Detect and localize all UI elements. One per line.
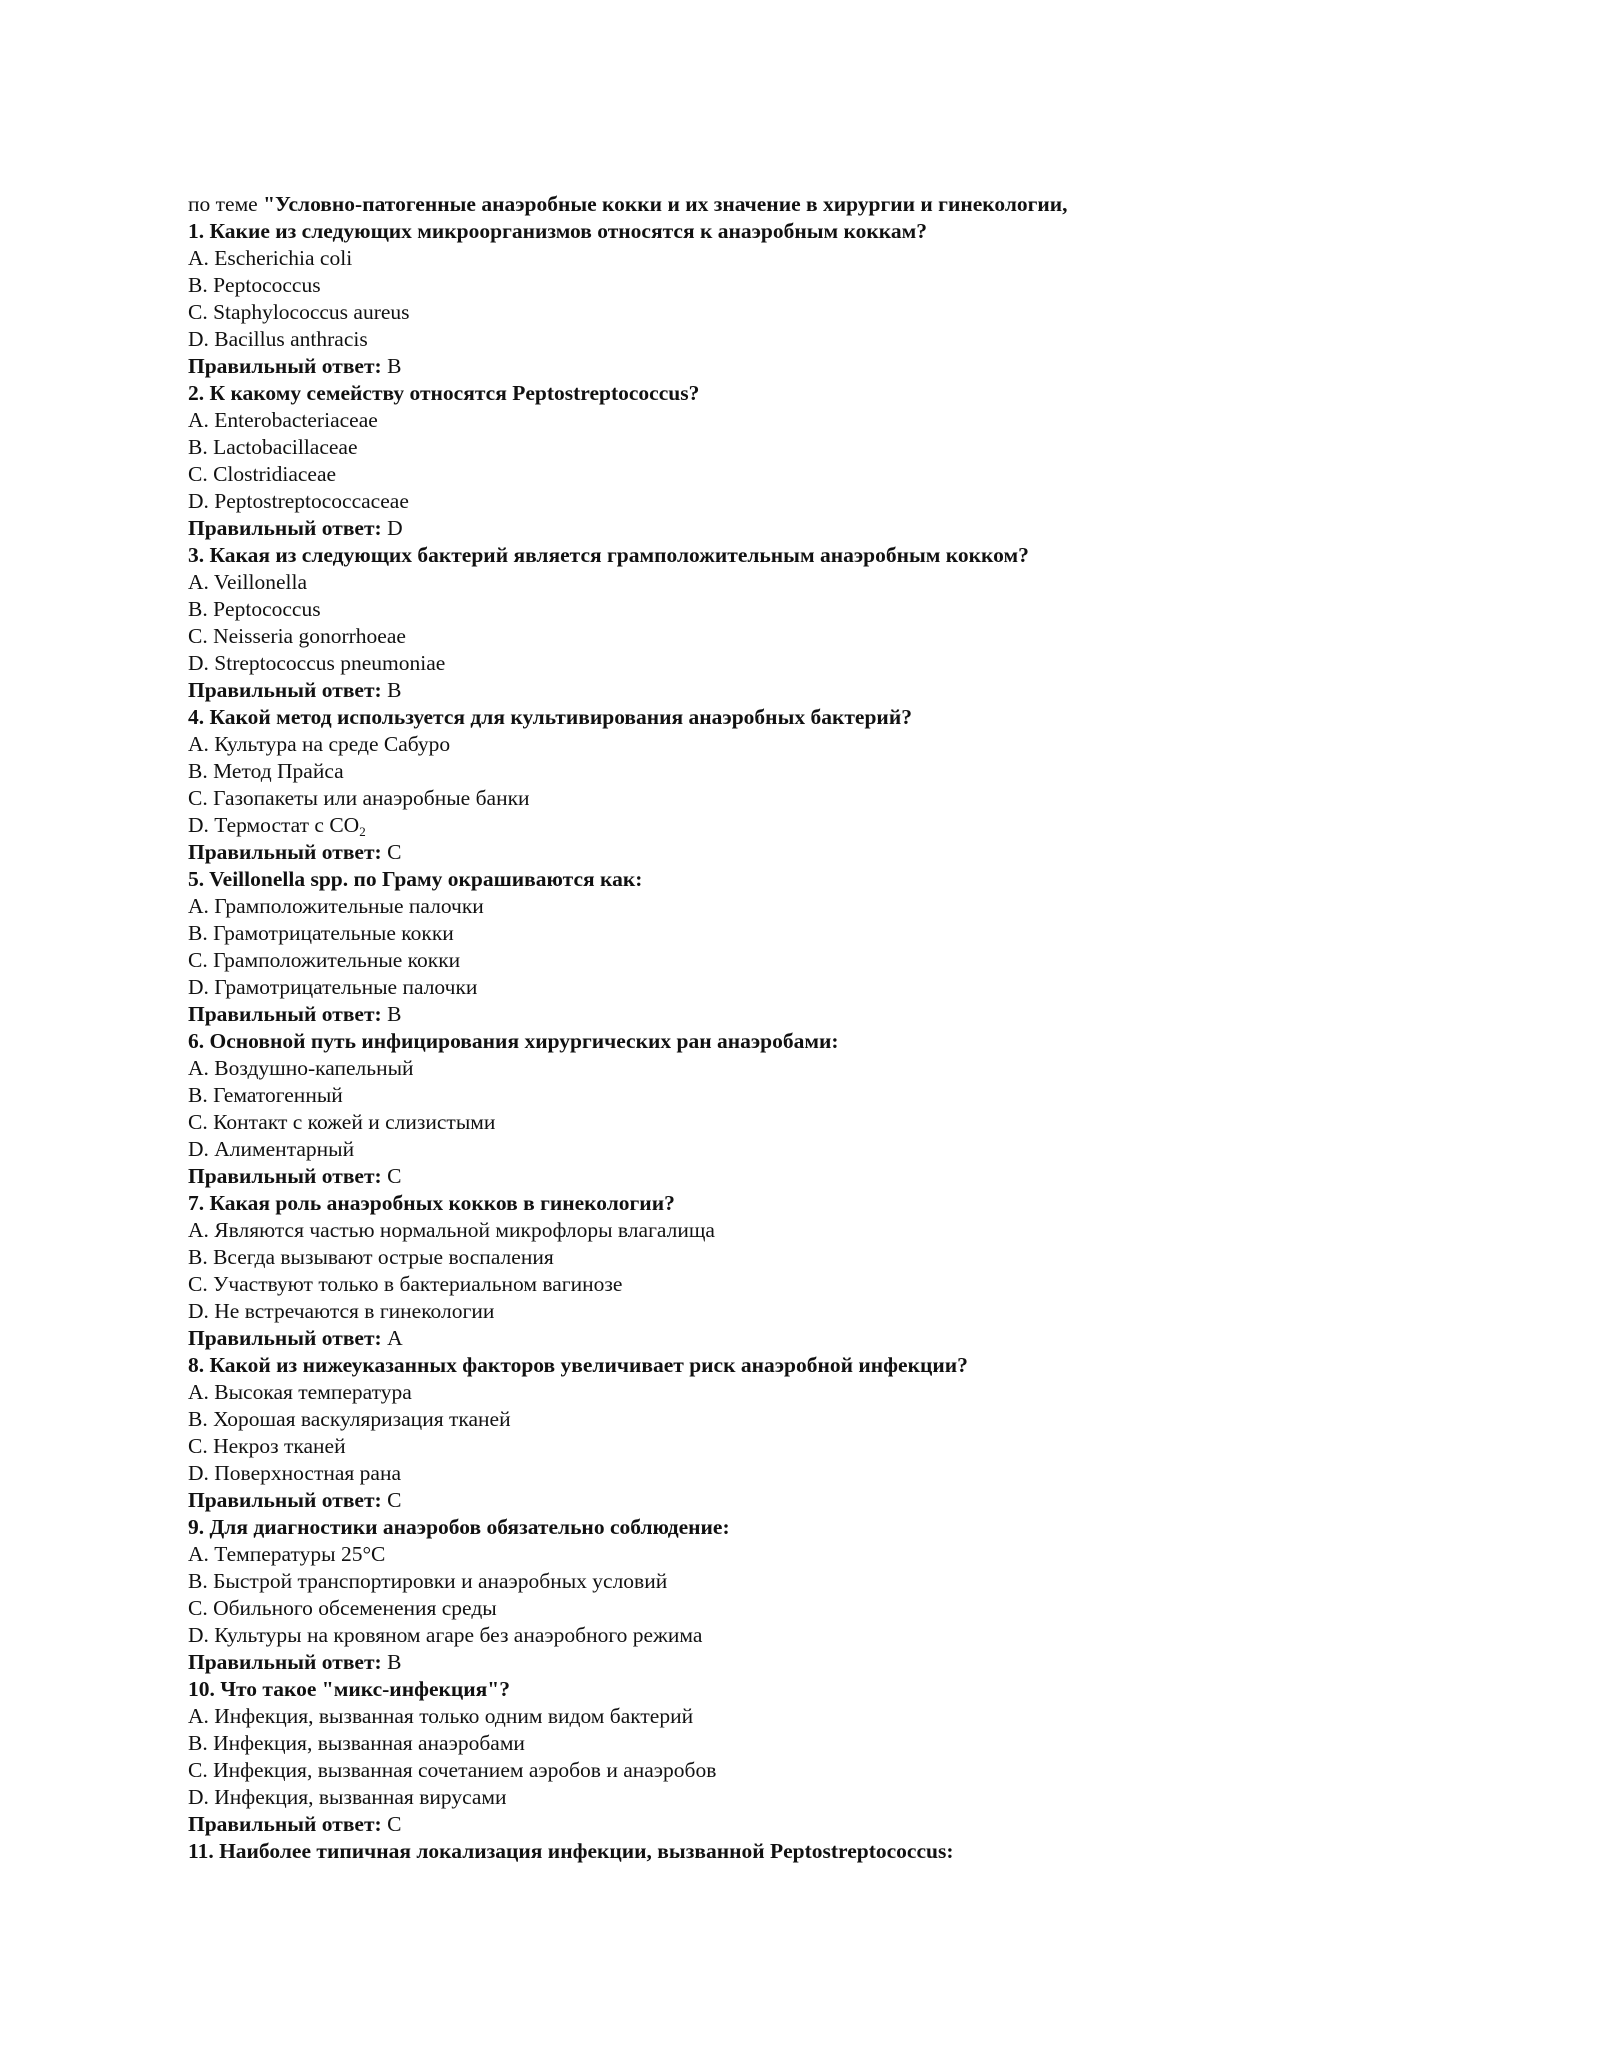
answer-value: A (381, 1326, 403, 1350)
q8-answer (188, 1487, 1488, 1514)
q9-option-b: B. Быстрой транспортировки и анаэробных условий (188, 1569, 668, 1593)
q6-option-a: A. Воздушно-капельный (188, 1056, 414, 1080)
answer-label: Правильный ответ: (188, 354, 382, 378)
answer-value: B (381, 678, 402, 702)
question-8: 8. Какой из нижеуказанных факторов увеличивает риск анаэробной инфекции? (188, 1353, 968, 1377)
q1-answer (188, 353, 1488, 380)
q8-option-a: A. Высокая температура (188, 1380, 412, 1404)
q2-option-c: C. Clostridiaceae (188, 462, 337, 486)
question-9: 9. Для диагностики анаэробов обязательно соблюдение: (188, 1515, 730, 1539)
q7-option-b: B. Всегда вызывают острые воспаления (188, 1245, 554, 1269)
q4-option-c: C. Газопакеты или анаэробные банки (188, 786, 530, 810)
q2-option-b: B. Lactobacillaceae (188, 435, 358, 459)
intro-line (188, 191, 1488, 218)
answer-label: Правильный ответ: (188, 840, 382, 864)
q8-option-b: B. Хорошая васкуляризация тканей (188, 1407, 511, 1431)
q4-answer (188, 839, 1488, 866)
intro-prefix: по теме (188, 192, 264, 216)
q2-option-a: A. Enterobacteriaceae (188, 408, 378, 432)
q1-option-b: B. Peptococcus (188, 273, 321, 297)
q3-option-b: B. Peptococcus (188, 597, 321, 621)
q5-option-c: C. Грамположительные кокки (188, 948, 461, 972)
q8-option-c: C. Некроз тканей (188, 1434, 346, 1458)
answer-value: B (381, 354, 402, 378)
q3-option-c: C. Neisseria gonorrhoeae (188, 624, 406, 648)
q4-option-d-subscript: 2 (359, 824, 366, 839)
question-10: 10. Что такое "микс-инфекция"? (188, 1677, 510, 1701)
question-6: 6. Основной путь инфицирования хирургических ран анаэробами: (188, 1029, 839, 1053)
question-5: 5. Veillonella spp. по Граму окрашиваются как: (188, 867, 643, 891)
q5-option-a: A. Грамположительные палочки (188, 894, 484, 918)
q1-option-a: A. Escherichia coli (188, 246, 353, 270)
q5-option-d: D. Грамотрицательные палочки (188, 975, 478, 999)
answer-label: Правильный ответ: (188, 1164, 382, 1188)
q8-option-d: D. Поверхностная рана (188, 1461, 402, 1485)
q2-answer (188, 515, 1488, 542)
answer-value: C (381, 1164, 402, 1188)
answer-label: Правильный ответ: (188, 1812, 382, 1836)
answer-label: Правильный ответ: (188, 678, 382, 702)
q3-option-d: D. Streptococcus pneumoniae (188, 651, 446, 675)
q7-option-d: D. Не встречаются в гинекологии (188, 1299, 495, 1323)
question-7: 7. Какая роль анаэробных кокков в гинекологии? (188, 1191, 675, 1215)
q10-option-a: A. Инфекция, вызванная только одним видом бактерий (188, 1704, 694, 1728)
q7-option-a: A. Являются частью нормальной микрофлоры влагалища (188, 1218, 715, 1242)
q6-option-c: C. Контакт с кожей и слизистыми (188, 1110, 496, 1134)
q4-option-b: B. Метод Прайса (188, 759, 344, 783)
answer-value: C (381, 1812, 402, 1836)
q2-option-d: D. Peptostreptococcaceae (188, 489, 409, 513)
q3-answer (188, 677, 1488, 704)
question-3: 3. Какая из следующих бактерий является грамположительным анаэробным кокком? (188, 543, 1029, 567)
question-11: 11. Наиболее типичная локализация инфекции, вызванной Peptostreptococcus: (188, 1839, 954, 1863)
q4-option-d (188, 812, 1488, 839)
q4-option-a: A. Культура на среде Сабуро (188, 732, 451, 756)
answer-label: Правильный ответ: (188, 516, 382, 540)
q4-option-d-text: D. Термостат с CO (188, 813, 360, 837)
answer-value: D (381, 516, 403, 540)
document-page (188, 191, 1488, 1865)
answer-value: C (381, 840, 402, 864)
answer-label: Правильный ответ: (188, 1326, 382, 1350)
q6-answer (188, 1163, 1488, 1190)
intro-topic: "Условно-патогенные анаэробные кокки и их значение в хирургии и гинекологии, (263, 192, 1068, 216)
q7-answer (188, 1325, 1488, 1352)
q9-answer (188, 1649, 1488, 1676)
q6-option-b: B. Гематогенный (188, 1083, 343, 1107)
q6-option-d: D. Алиментарный (188, 1137, 355, 1161)
q10-option-c: C. Инфекция, вызванная сочетанием аэробов и анаэробов (188, 1758, 717, 1782)
q5-option-b: B. Грамотрицательные кокки (188, 921, 454, 945)
q5-answer (188, 1001, 1488, 1028)
q3-option-a: A. Veillonella (188, 570, 308, 594)
q10-answer (188, 1811, 1488, 1838)
q1-option-d: D. Bacillus anthracis (188, 327, 368, 351)
answer-label: Правильный ответ: (188, 1002, 382, 1026)
q10-option-b: B. Инфекция, вызванная анаэробами (188, 1731, 525, 1755)
q10-option-d: D. Инфекция, вызванная вирусами (188, 1785, 507, 1809)
answer-value: B (381, 1650, 402, 1674)
question-1: 1. Какие из следующих микроорганизмов относятся к анаэробным коккам? (188, 219, 928, 243)
q9-option-c: C. Обильного обсеменения среды (188, 1596, 497, 1620)
q9-option-a: A. Температуры 25°C (188, 1542, 386, 1566)
question-2: 2. К какому семейству относятся Peptostreptococcus? (188, 381, 700, 405)
answer-value: B (381, 1002, 402, 1026)
q1-option-c: C. Staphylococcus aureus (188, 300, 410, 324)
question-4: 4. Какой метод используется для культивирования анаэробных бактерий? (188, 705, 912, 729)
answer-label: Правильный ответ: (188, 1488, 382, 1512)
answer-label: Правильный ответ: (188, 1650, 382, 1674)
answer-value: C (381, 1488, 402, 1512)
q9-option-d: D. Культуры на кровяном агаре без анаэробного режима (188, 1623, 703, 1647)
q7-option-c: C. Участвуют только в бактериальном вагинозе (188, 1272, 623, 1296)
